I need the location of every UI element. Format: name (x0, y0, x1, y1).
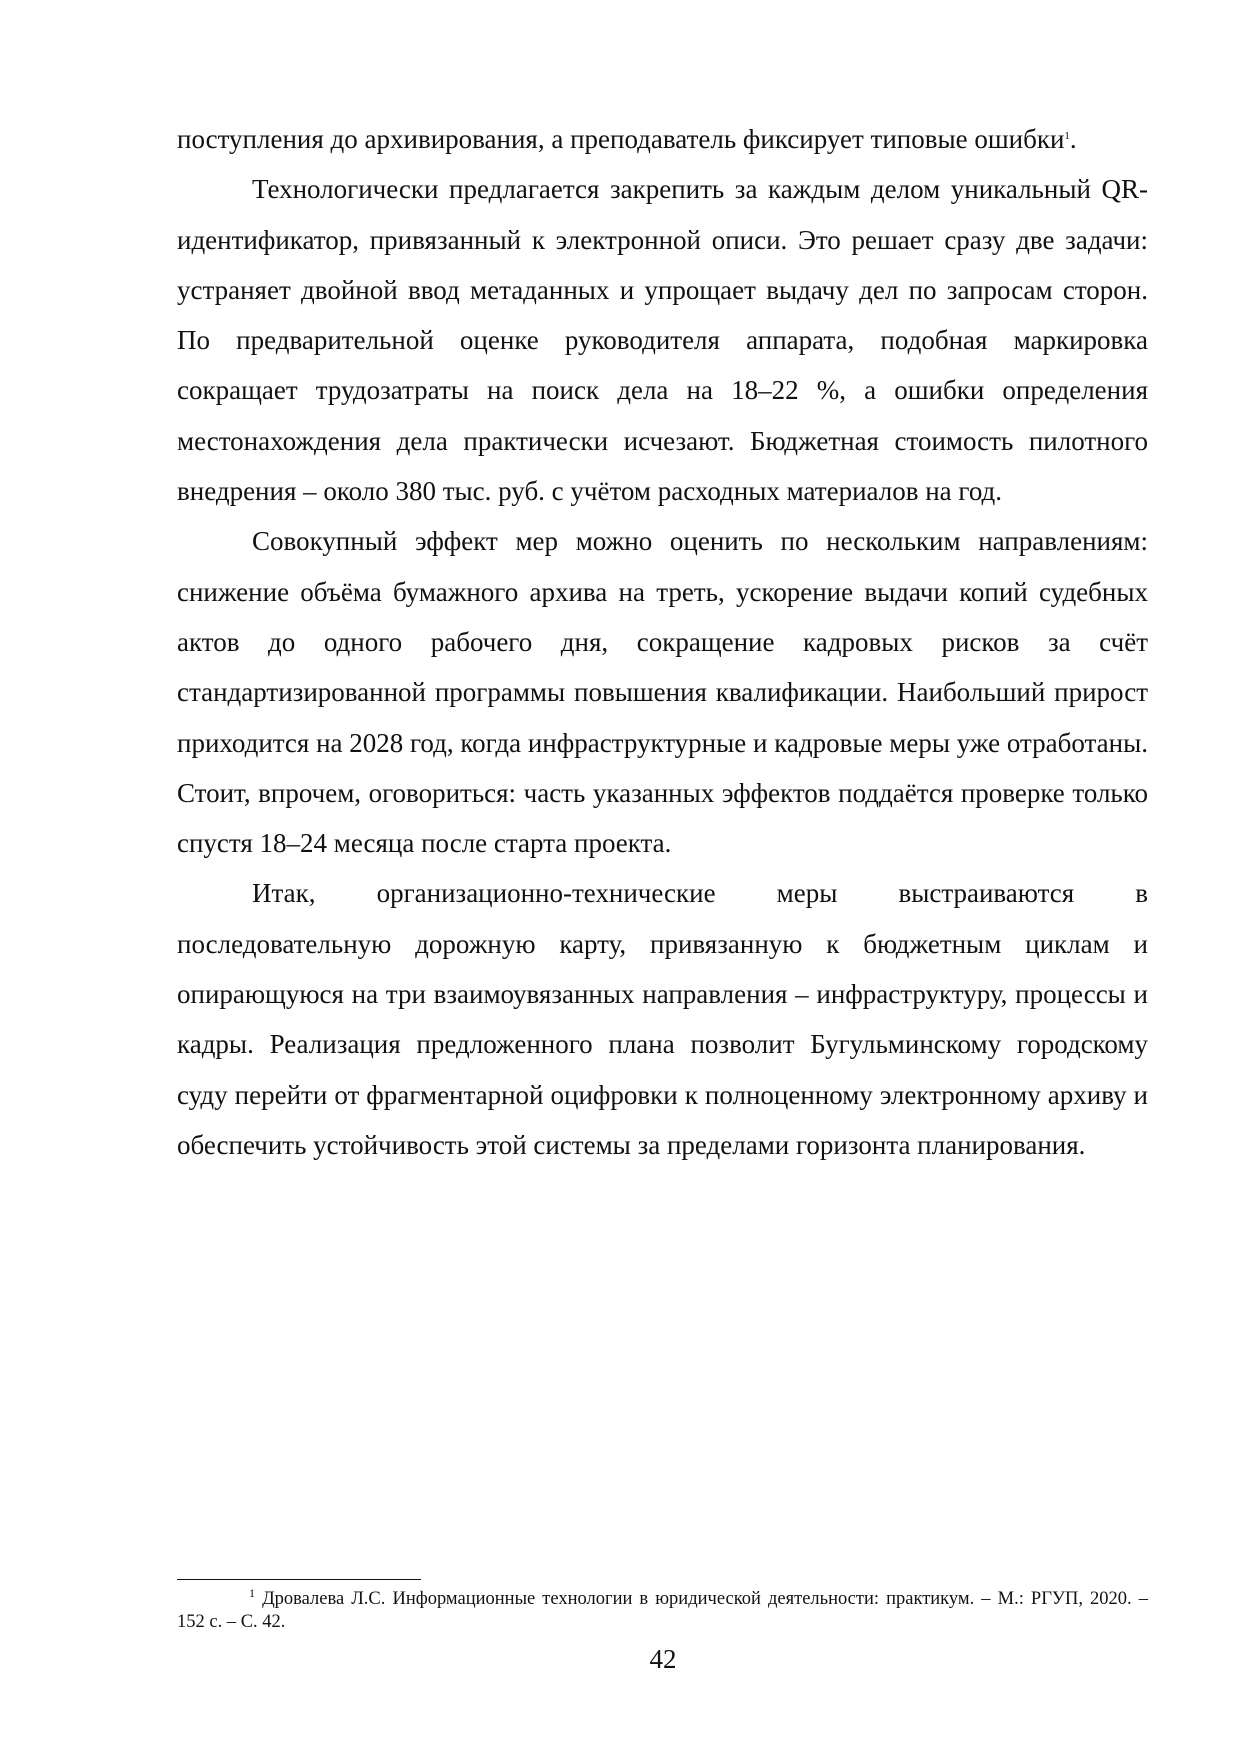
footnote-number: 1 (249, 1586, 255, 1600)
paragraph-1-text: поступления до архивирования, а преподаватель фиксирует типовые ошибки (177, 124, 1065, 154)
paragraph-1-end: . (1069, 124, 1077, 154)
paragraph-1 (177, 114, 1148, 164)
paragraph-2: Технологически предлагается закрепить за каждым делом уникальный QR-идентификатор, привязанный к электронной описи. Это решает сразу две задачи: устраняет двойной ввод метаданных и упрощает выдачу дел по запросам сторон. По предварительной оценке руководителя аппарата, подобная маркировка сокращает трудозатраты на поиск дела на 18–22 %, а ошибки определения местонахождения дела практически исчезают. Бюджетная стоимость пилотного внедрения – около 380 тыс. руб. с учётом расходных материалов на год. (177, 174, 1148, 507)
page-number: 42 (649, 1644, 677, 1674)
footnote-separator (177, 1579, 421, 1580)
footnote (177, 1588, 1148, 1634)
paragraph-4: Итак, организационно-технические меры выстраиваются в последовательную дорожную карту, привязанную к бюджетным циклам и опирающуюся на три взаимоувязанных направления – инфраструктуру, процессы и кадры. Реализация предложенного плана позволит Бугульминскому городскому суду перейти от фрагментарной оцифровки к полноценному электронному архиву и обеспечить устойчивость этой системы за пределами горизонта планирования. (177, 878, 1148, 1160)
body-text (177, 114, 1148, 1170)
paragraph-3: Совокупный эффект мер можно оценить по нескольким направлениям: снижение объёма бумажного архива на треть, ускорение выдачи копий судебных актов до одного рабочего дня, сокращение кадровых рисков за счёт стандартизированной программы повышения квалификации. Наибольший прирост приходится на 2028 год, когда инфраструктурные и кадровые меры уже отработаны. Стоит, впрочем, оговориться: часть указанных эффектов поддаётся проверке только спустя 18–24 месяца после старта проекта. (177, 526, 1148, 859)
footnote-text: Дровалева Л.С. Информационные технологии в юридической деятельности: практикум. – М.: РГУП, 2020. – 152 с. – С. 42. (177, 1589, 1148, 1632)
footnote-reference: 1 (1064, 130, 1070, 142)
